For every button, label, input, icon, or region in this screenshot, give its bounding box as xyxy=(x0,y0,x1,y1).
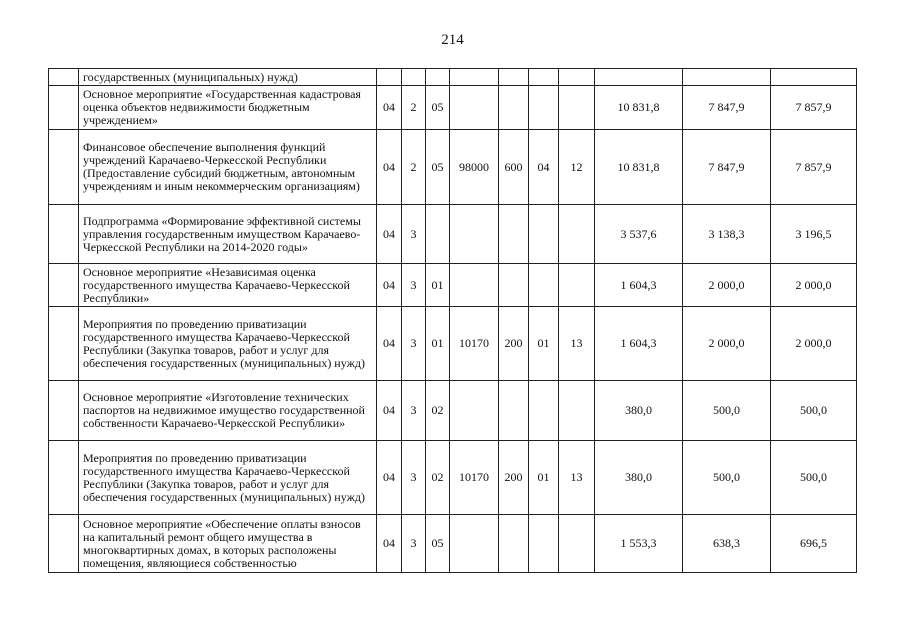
cell-code-5: 200 xyxy=(499,441,529,515)
cell-code-1: 04 xyxy=(377,205,402,264)
cell-name: Основное мероприятие «Изготовление технических паспортов на недвижимое имущество государственной собственности Карачаево-Черкесской Республики» xyxy=(79,381,377,441)
cell-amount-3: 500,0 xyxy=(771,381,857,441)
cell-code-4 xyxy=(450,264,499,307)
cell-amount-1: 10 831,8 xyxy=(595,86,683,130)
cell-code-6: 04 xyxy=(529,130,559,205)
cell-code-1: 04 xyxy=(377,515,402,573)
cell-code-3: 02 xyxy=(426,441,450,515)
cell-amount-1: 1 604,3 xyxy=(595,264,683,307)
cell-amount-3: 696,5 xyxy=(771,515,857,573)
cell-blank xyxy=(49,381,79,441)
cell-name: Основное мероприятие «Независимая оценка государственного имущества Карачаево-Черкесской Республики» xyxy=(79,264,377,307)
cell-code-5: 200 xyxy=(499,307,529,381)
cell-amount-1: 380,0 xyxy=(595,381,683,441)
cell-blank xyxy=(49,130,79,205)
cell-code-5 xyxy=(499,515,529,573)
cell-amount-3: 7 857,9 xyxy=(771,86,857,130)
cell-code-2 xyxy=(402,69,426,86)
cell-code-6 xyxy=(529,381,559,441)
cell-amount-3: 7 857,9 xyxy=(771,130,857,205)
cell-code-2: 3 xyxy=(402,381,426,441)
cell-code-3 xyxy=(426,69,450,86)
cell-code-5: 600 xyxy=(499,130,529,205)
cell-code-5 xyxy=(499,86,529,130)
cell-code-4 xyxy=(450,381,499,441)
cell-code-1: 04 xyxy=(377,264,402,307)
cell-code-2: 2 xyxy=(402,130,426,205)
table-row xyxy=(49,515,857,573)
cell-code-1: 04 xyxy=(377,381,402,441)
cell-blank xyxy=(49,441,79,515)
cell-amount-2: 500,0 xyxy=(683,381,771,441)
cell-code-3: 05 xyxy=(426,130,450,205)
cell-blank xyxy=(49,69,79,86)
cell-code-6 xyxy=(529,515,559,573)
cell-code-3: 01 xyxy=(426,264,450,307)
cell-code-5 xyxy=(499,205,529,264)
cell-code-4 xyxy=(450,69,499,86)
cell-code-1: 04 xyxy=(377,441,402,515)
cell-name: Мероприятия по проведению приватизации государственного имущества Карачаево-Черкесской Республики (Закупка товаров, работ и услуг для обеспечения государственных (муниципальных) нужд) xyxy=(79,307,377,381)
cell-amount-2: 638,3 xyxy=(683,515,771,573)
cell-amount-3: 500,0 xyxy=(771,441,857,515)
cell-code-2: 3 xyxy=(402,441,426,515)
page-number: 214 xyxy=(441,32,464,48)
cell-amount-2: 2 000,0 xyxy=(683,307,771,381)
cell-name: Финансовое обеспечение выполнения функций учреждений Карачаево-Черкесской Республики (Предоставление субсидий бюджетным, автономным учреждениям и иным некоммерческим организациям) xyxy=(79,130,377,205)
cell-code-7 xyxy=(559,264,595,307)
cell-code-1: 04 xyxy=(377,130,402,205)
cell-amount-2: 7 847,9 xyxy=(683,130,771,205)
cell-code-2: 3 xyxy=(402,205,426,264)
cell-amount-1: 1 553,3 xyxy=(595,515,683,573)
cell-code-6 xyxy=(529,69,559,86)
table-row xyxy=(49,130,857,205)
cell-blank xyxy=(49,86,79,130)
cell-code-7 xyxy=(559,205,595,264)
cell-name: Основное мероприятие «Обеспечение оплаты взносов на капитальный ремонт общего имущества в многоквартирных домах, в которых расположены помещения, являющиеся собственностью xyxy=(79,515,377,573)
cell-name: Подпрограмма «Формирование эффективной системы управления государственным имуществом Карачаево-Черкесской Республики на 2014-2020 годы» xyxy=(79,205,377,264)
cell-amount-2 xyxy=(683,69,771,86)
cell-code-3: 01 xyxy=(426,307,450,381)
cell-code-7 xyxy=(559,69,595,86)
cell-code-7 xyxy=(559,86,595,130)
cell-amount-1: 380,0 xyxy=(595,441,683,515)
cell-code-5 xyxy=(499,69,529,86)
cell-name: Мероприятия по проведению приватизации государственного имущества Карачаево-Черкесской Республики (Закупка товаров, работ и услуг для обеспечения государственных (муниципальных) нужд) xyxy=(79,441,377,515)
cell-code-7: 13 xyxy=(559,441,595,515)
table-body xyxy=(49,69,857,573)
cell-amount-3 xyxy=(771,69,857,86)
cell-amount-1: 3 537,6 xyxy=(595,205,683,264)
cell-blank xyxy=(49,205,79,264)
table-row xyxy=(49,381,857,441)
cell-code-4 xyxy=(450,205,499,264)
cell-code-6 xyxy=(529,86,559,130)
cell-code-6 xyxy=(529,264,559,307)
cell-amount-2: 500,0 xyxy=(683,441,771,515)
cell-blank xyxy=(49,264,79,307)
budget-table xyxy=(48,68,857,573)
table-row xyxy=(49,69,857,86)
cell-code-4: 10170 xyxy=(450,307,499,381)
cell-code-6 xyxy=(529,205,559,264)
cell-code-2: 3 xyxy=(402,515,426,573)
cell-amount-2: 3 138,3 xyxy=(683,205,771,264)
cell-code-4 xyxy=(450,86,499,130)
cell-blank xyxy=(49,515,79,573)
cell-code-7 xyxy=(559,515,595,573)
table-row xyxy=(49,307,857,381)
cell-code-6: 01 xyxy=(529,441,559,515)
cell-code-4: 98000 xyxy=(450,130,499,205)
cell-code-1 xyxy=(377,69,402,86)
table-row xyxy=(49,86,857,130)
cell-code-2: 3 xyxy=(402,307,426,381)
cell-code-5 xyxy=(499,264,529,307)
cell-amount-1: 1 604,3 xyxy=(595,307,683,381)
cell-code-6: 01 xyxy=(529,307,559,381)
cell-code-4: 10170 xyxy=(450,441,499,515)
table-row xyxy=(49,441,857,515)
table-row xyxy=(49,205,857,264)
cell-name: государственных (муниципальных) нужд) xyxy=(79,69,377,86)
cell-code-3: 02 xyxy=(426,381,450,441)
cell-code-7 xyxy=(559,381,595,441)
cell-code-1: 04 xyxy=(377,86,402,130)
cell-name: Основное мероприятие «Государственная кадастровая оценка объектов недвижимости бюджетным учреждением» xyxy=(79,86,377,130)
cell-code-3: 05 xyxy=(426,515,450,573)
cell-amount-2: 7 847,9 xyxy=(683,86,771,130)
cell-amount-1: 10 831,8 xyxy=(595,130,683,205)
cell-code-3: 05 xyxy=(426,86,450,130)
cell-code-2: 3 xyxy=(402,264,426,307)
cell-amount-2: 2 000,0 xyxy=(683,264,771,307)
table-row xyxy=(49,264,857,307)
cell-code-7: 12 xyxy=(559,130,595,205)
cell-code-2: 2 xyxy=(402,86,426,130)
cell-amount-3: 3 196,5 xyxy=(771,205,857,264)
cell-amount-1 xyxy=(595,69,683,86)
cell-code-4 xyxy=(450,515,499,573)
cell-amount-3: 2 000,0 xyxy=(771,264,857,307)
cell-amount-3: 2 000,0 xyxy=(771,307,857,381)
cell-code-1: 04 xyxy=(377,307,402,381)
cell-code-3 xyxy=(426,205,450,264)
cell-code-7: 13 xyxy=(559,307,595,381)
cell-blank xyxy=(49,307,79,381)
cell-code-5 xyxy=(499,381,529,441)
